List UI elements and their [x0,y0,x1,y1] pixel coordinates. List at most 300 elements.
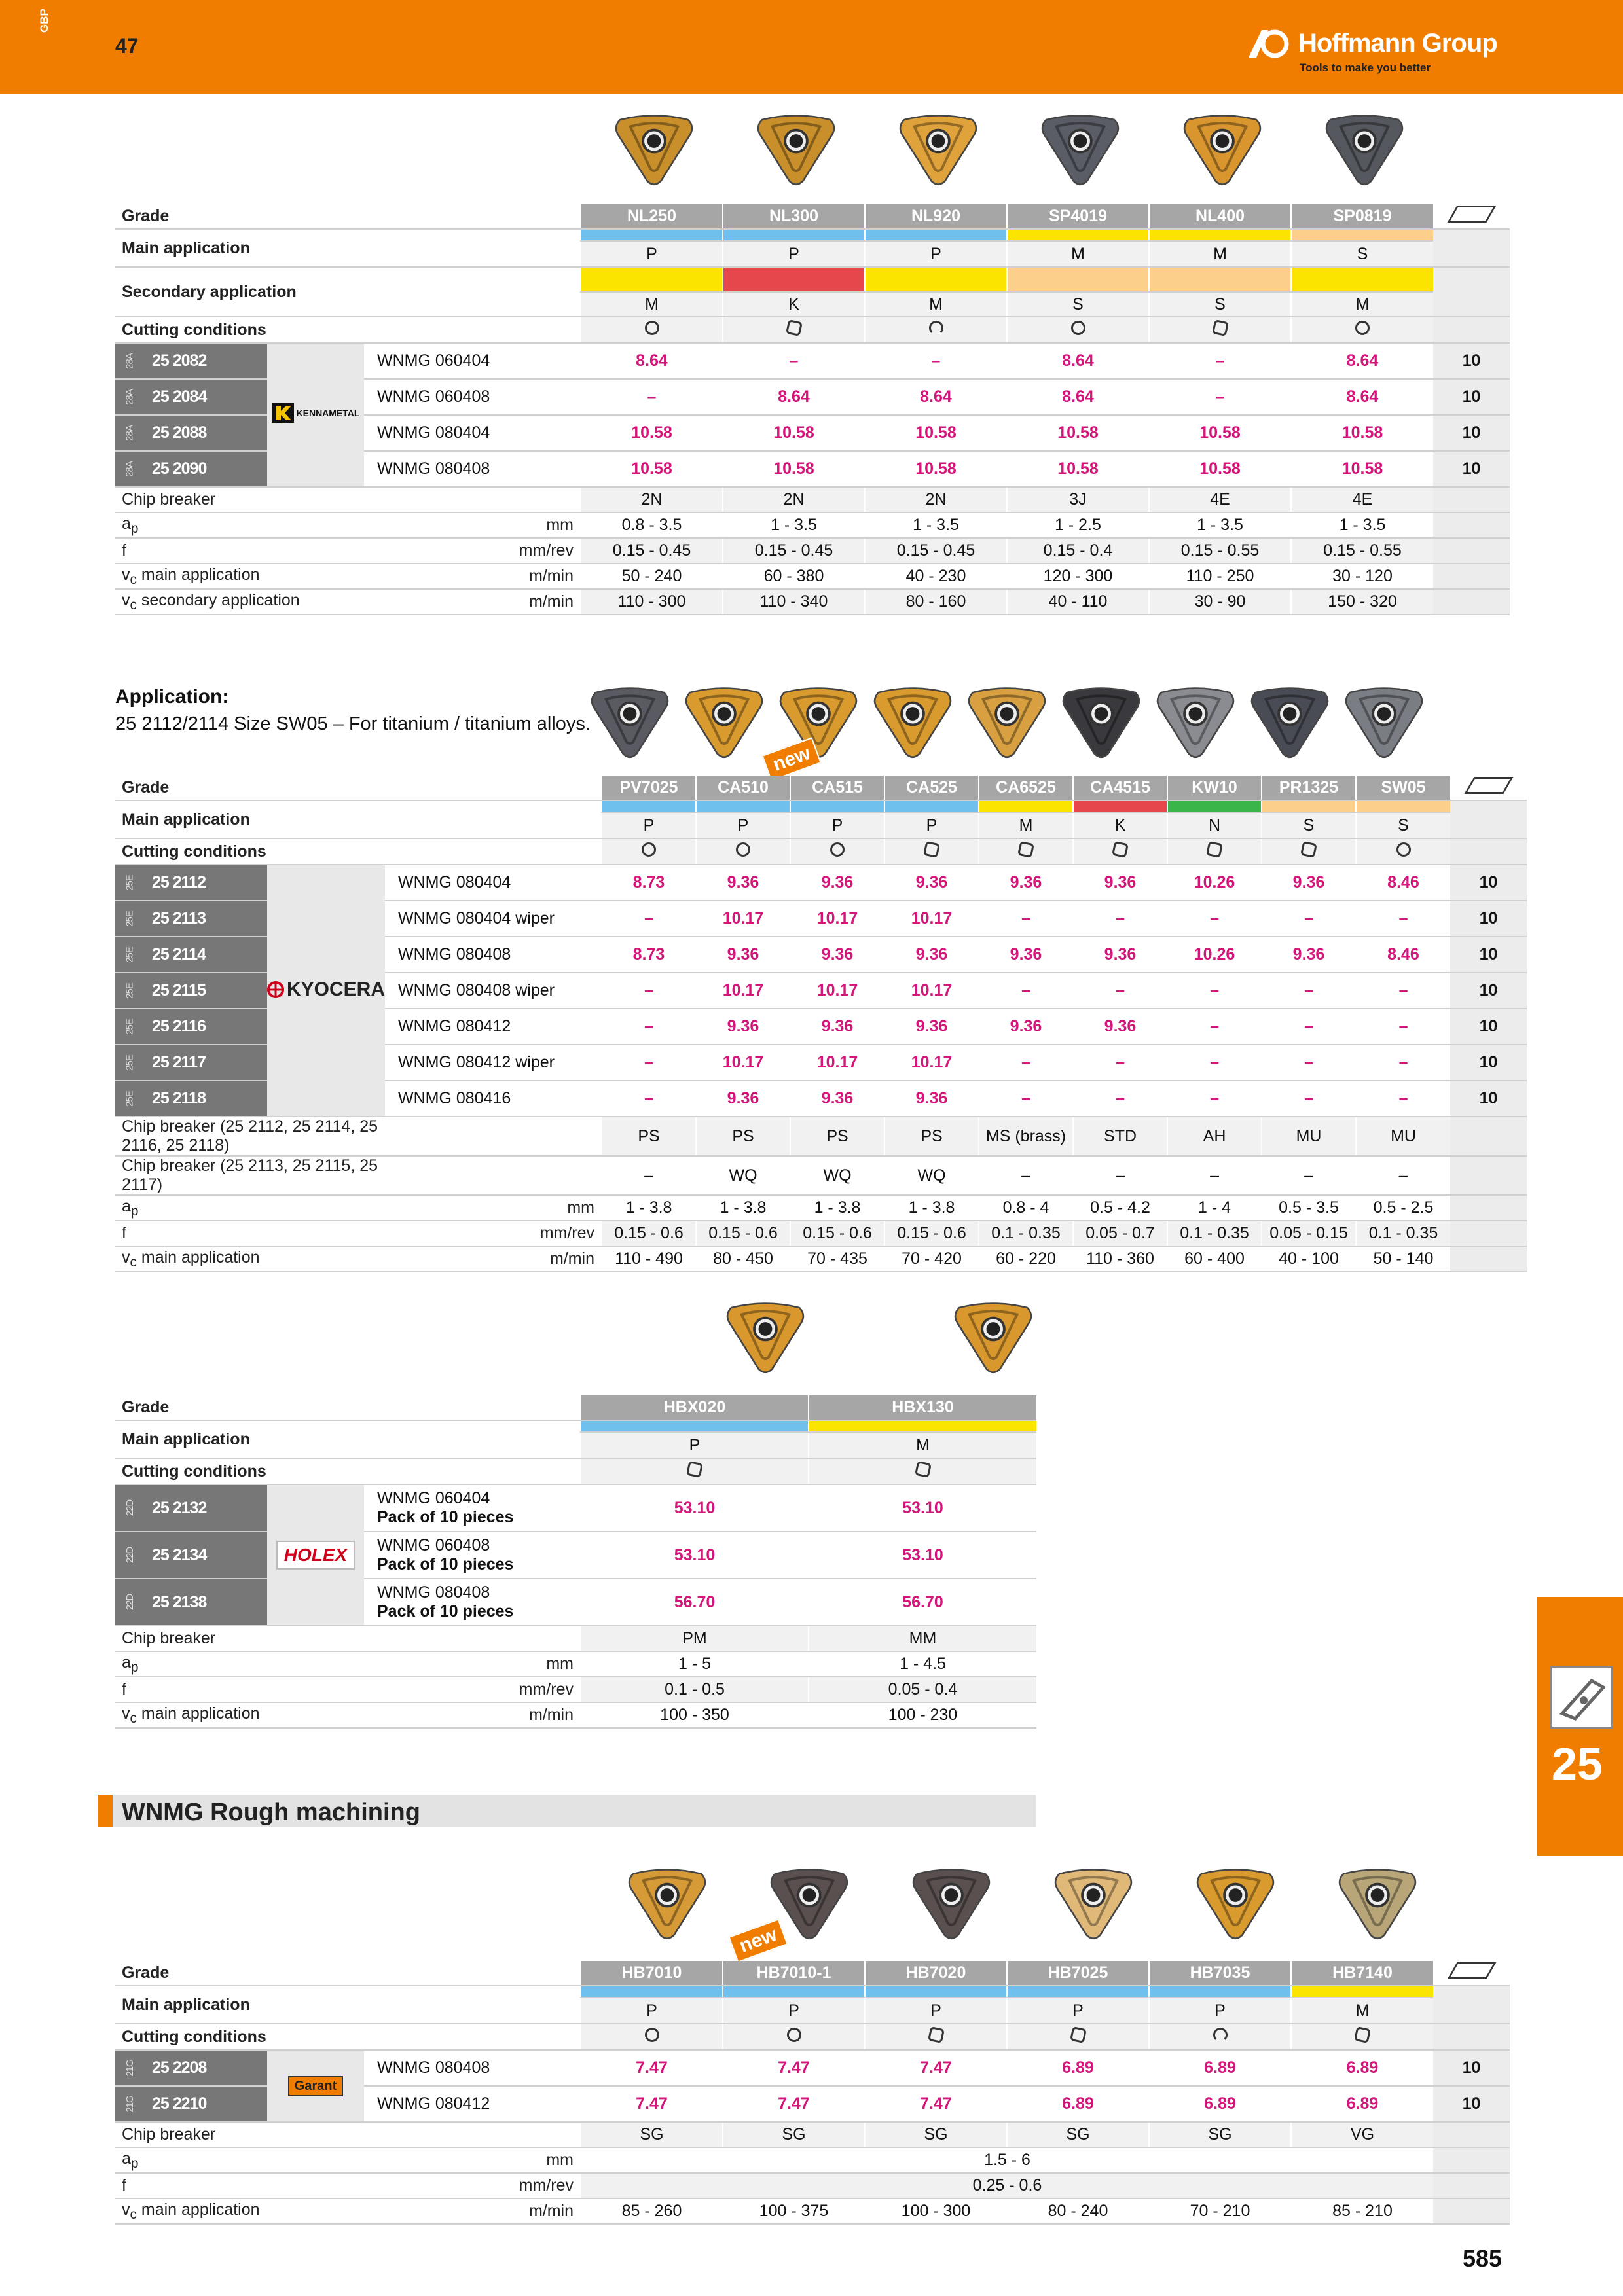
spec-label: f [115,1677,364,1702]
cutting-cell [809,1458,1036,1484]
spec-value: 150 - 320 [1291,589,1433,615]
price-cell: 8.64 [581,343,723,379]
cutting-condition-square-icon [1206,840,1223,857]
spec-value: 0.1 - 0.35 [979,1221,1073,1246]
cutting-cell [1167,838,1262,865]
cutting-condition-square-icon [1017,840,1034,857]
price-cell: – [1149,343,1291,379]
f-row [115,2173,1510,2198]
app-color-M [979,800,1073,812]
pack-blank [1450,1117,1527,1156]
grade-label: Grade [115,776,602,800]
table-row[interactable] [115,865,1527,901]
article-number[interactable]: 28A 25 2084 [115,379,267,415]
price-cell: 6.89 [1149,2086,1291,2122]
price-cell: – [1167,1045,1262,1081]
kyocera-logo: KYOCERA [267,978,385,1001]
f-row [115,538,1510,564]
pack-icon [1447,1962,1496,1979]
pack-blank [1433,538,1510,564]
price-cell: 10.58 [1007,415,1149,451]
price-cell: 10.17 [696,1045,790,1081]
insert-images-3 [651,1299,1107,1376]
designation: WNMG 060408 Pack of 10 pieces [364,1532,581,1579]
brand-logo [267,865,385,1117]
kennametal-logo: KENNAMETAL [272,403,360,423]
price-cell: 7.47 [723,2086,865,2122]
grade-header: HB7020 [865,1961,1007,1986]
spec-value: AH [1167,1117,1262,1156]
insert-image [1337,684,1431,761]
spec-value: 1 - 4.5 [809,1651,1036,1677]
price-cell: 8.64 [1007,379,1149,415]
insert-image [1151,111,1293,188]
spec-value: 0.15 - 0.55 [1291,538,1433,564]
spec-unit: m/min [364,2198,581,2224]
cutting-cell [884,838,979,865]
price-cell: – [723,343,865,379]
cutting-condition-square-icon [914,1460,931,1477]
insert-image-icon [1335,1865,1420,1942]
grade-label: Grade [115,1961,581,1986]
cutting-row [115,838,1527,865]
cutting-condition-circle-icon [787,2028,801,2042]
price-cell: 9.36 [884,1009,979,1045]
cutting-cell [1291,2024,1433,2050]
spec-unit: m/min [385,1246,602,1272]
spec-value: 1 - 3.5 [865,512,1007,538]
spec-value: 0.5 - 3.5 [1262,1195,1356,1221]
spec-unit: mm/rev [364,2173,581,2198]
grade-header: KW10 [1167,776,1262,800]
price-cell: 10.58 [1291,415,1433,451]
price-cell: – [602,901,696,937]
insert-image [1022,1865,1164,1942]
main-app-value: N [1167,812,1262,838]
spec-value: 85 - 260 [581,2198,723,2224]
app-color-P [790,800,884,812]
price-cell: 9.36 [979,865,1073,901]
spec-value: 2N [865,487,1007,512]
spec-value: 0.05 - 0.7 [1073,1221,1167,1246]
grade-header: NL300 [723,204,865,229]
price-cell: – [1356,1009,1450,1045]
spec-unit [385,1156,602,1195]
spec-value: 30 - 90 [1149,589,1291,615]
spec-value: 80 - 450 [696,1246,790,1272]
grade-header: HBX020 [581,1395,809,1420]
sec-app-value: S [1149,292,1291,317]
price-cell: 7.47 [865,2050,1007,2086]
new-badge: new [761,737,822,781]
price-cell: – [1167,901,1262,937]
pack-quantity: 10 [1450,865,1527,901]
spec-label: Chip breaker (25 2113, 25 2115, 25 2117) [115,1156,385,1195]
price-cell: 9.36 [696,937,790,973]
article-number[interactable]: 22D 25 2138 [115,1579,267,1626]
catalog-number: 47 [115,34,139,58]
designation: WNMG 080408 [364,2050,581,2086]
spec-label: $v_c$ main application [115,1246,385,1272]
spec-value: 1 - 5 [581,1651,809,1677]
article-number[interactable]: 28A 25 2082 [115,343,267,379]
price-cell: 9.36 [790,1009,884,1045]
insert-image-icon [611,111,697,188]
insert-image-icon [723,1299,808,1376]
article-number[interactable]: 25E 25 2118 [115,1081,267,1117]
price-cell: 8.64 [865,379,1007,415]
price-cell: – [1262,1009,1356,1045]
insert-image [960,684,1054,761]
insert-image [1293,111,1435,188]
ap-row [115,2147,1510,2173]
spec-label: Chip breaker [115,1626,364,1651]
price-cell: – [979,1045,1073,1081]
insert-image-icon [1193,1865,1278,1942]
vc-main-row [115,1702,1036,1728]
main-app-color-row [115,1986,1510,1998]
app-color-M [1007,229,1149,241]
price-cell: 10.58 [581,415,723,451]
price-cell: – [1356,973,1450,1009]
cutting-cell [1007,317,1149,343]
insert-images-1 [583,111,1435,188]
grade-header: HB7140 [1291,1961,1433,1986]
designation: WNMG 080408 [364,451,581,487]
insert-image-icon [1180,111,1265,188]
spec-value: 80 - 240 [1007,2198,1149,2224]
grade-header: HBX130 [809,1395,1036,1420]
pack-blank [1450,800,1527,838]
pack-quantity: 10 [1450,1081,1527,1117]
insert-image [879,1299,1107,1376]
spec-value: 0.15 - 0.6 [696,1221,790,1246]
spec-value: SG [1007,2122,1149,2147]
pack-blank [1450,1156,1527,1195]
spec-value: 1 - 4 [1167,1195,1262,1221]
price-cell: 10.58 [1291,451,1433,487]
main-app-value: P [884,812,979,838]
main-app-value: P [790,812,884,838]
price-cell: 6.89 [1007,2086,1149,2122]
pack-quantity: 10 [1433,2086,1510,2122]
catalog-code: GBP [38,9,50,33]
spec-unit [364,2122,581,2147]
price-cell: 56.70 [809,1579,1036,1626]
app-color-P [723,229,865,241]
pack-quantity: 10 [1433,343,1510,379]
article-number[interactable]: 25E 25 2114 [115,937,267,973]
spec-value: 60 - 220 [979,1246,1073,1272]
insert-image [1148,684,1243,761]
sec-app-color-row [115,267,1510,292]
app-color-S [1149,267,1291,292]
spec-value: 4E [1149,487,1291,512]
spec-value: – [1167,1156,1262,1195]
price-cell: 9.36 [979,937,1073,973]
cutting-cell [581,317,723,343]
app-color-P [581,1420,809,1432]
app-color-M [581,267,723,292]
insert-image [583,111,725,188]
spec-value: 0.8 - 3.5 [581,512,723,538]
insert-image-icon [1322,111,1407,188]
spec-value: SG [1149,2122,1291,2147]
cutting-condition-square-icon [686,1460,703,1477]
spec-unit: mm [364,2147,581,2173]
cutting-cell [1356,838,1450,865]
price-cell: 10.58 [1149,415,1291,451]
grade-header: SP0819 [1291,204,1433,229]
table-row[interactable] [115,1579,1036,1626]
sec-app-label: Secondary application [115,267,581,317]
spec-value: 110 - 490 [602,1246,696,1272]
spec-unit: mm/rev [385,1221,602,1246]
spec-value: PS [602,1117,696,1156]
pack-quantity: 10 [1450,1009,1527,1045]
pack-blank [1433,229,1510,267]
brand-logo [267,343,364,487]
article-number[interactable]: 25E 25 2116 [115,1009,267,1045]
article-number[interactable]: 22D 25 2134 [115,1532,267,1579]
spec-value: VG [1291,2122,1433,2147]
insert-image-icon [625,1865,710,1942]
grade-header: CA4515 [1073,776,1167,800]
hoffmann-logo [1247,22,1509,81]
grade-header: CA6525 [979,776,1073,800]
grade-row [115,1961,1510,1986]
main-app-value: P [581,1998,723,2024]
spec-value: 1 - 3.8 [602,1195,696,1221]
designation: WNMG 060404 Pack of 10 pieces [364,1484,581,1532]
price-cell: 8.64 [1291,379,1433,415]
price-cell: 10.17 [790,901,884,937]
main-app-value: S [1262,812,1356,838]
app-color-M [1149,229,1291,241]
spec-value: – [979,1156,1073,1195]
spec-value: 85 - 210 [1291,2198,1433,2224]
spec-value: 60 - 380 [723,564,865,589]
price-cell: – [865,343,1007,379]
spec-value: 100 - 230 [809,1702,1036,1728]
main-app-value: P [1149,1998,1291,2024]
article-number[interactable]: 25E 25 2112 [115,865,267,901]
spec-value: WQ [696,1156,790,1195]
price-cell: 8.64 [1007,343,1149,379]
app-color-S [1262,800,1356,812]
price-cell: – [1073,901,1167,937]
insert-image [596,1865,738,1942]
pack-quantity: 10 [1450,1045,1527,1081]
article-number[interactable]: 22D 25 2132 [115,1484,267,1532]
price-cell: – [979,973,1073,1009]
insert-image-icon [1247,684,1332,761]
cutting-cell [581,2024,723,2050]
cutting-condition-square-icon [1300,840,1317,857]
main-app-value: S [1291,241,1433,267]
spec-value: 100 - 350 [581,1702,809,1728]
designation: WNMG 080404 wiper [385,901,602,937]
article-number[interactable]: 21G 25 2210 [115,2086,267,2122]
ap-row [115,1651,1036,1677]
app-color-P [696,800,790,812]
price-cell: – [602,1081,696,1117]
insert-image [1009,111,1151,188]
spec-value: 80 - 160 [865,589,1007,615]
insert-images-2 [583,684,1431,776]
main-app-value: S [1356,812,1450,838]
cutting-row [115,1458,1036,1484]
article-number[interactable]: 21G 25 2208 [115,2050,267,2086]
insert-image [1164,1865,1306,1942]
price-cell: – [1356,901,1450,937]
grade-header: PR1325 [1262,776,1356,800]
spec-value: 40 - 100 [1262,1246,1356,1272]
table-row[interactable] [115,343,1510,379]
spec-value: MM [809,1626,1036,1651]
article-number[interactable]: 25E 25 2115 [115,973,267,1009]
cutting-condition-circle-icon [736,842,750,857]
spec-value: MU [1262,1117,1356,1156]
vc-main-row [115,564,1510,589]
cutting-condition-square-icon [1112,840,1129,857]
price-cell: 56.70 [581,1579,809,1626]
spec-value: 0.5 - 2.5 [1356,1195,1450,1221]
price-cell: – [1262,1045,1356,1081]
price-cell: 10.58 [865,415,1007,451]
page-header [0,0,1623,94]
ap-row [115,512,1510,538]
cutting-condition-circle-icon [645,321,659,335]
chip-row [115,2122,1510,2147]
cutting-cell [1073,838,1167,865]
pack-blank [1450,838,1527,865]
chapter-tab[interactable] [1537,1597,1623,1856]
price-cell: – [1262,901,1356,937]
grade-header: CA525 [884,776,979,800]
price-cell: 10.17 [884,973,979,1009]
spec-value: 1 - 3.8 [790,1195,884,1221]
pack-header [1450,776,1527,800]
cutting-label: Cutting conditions [115,2024,581,2050]
grade-label: Grade [115,204,581,229]
f-row [115,1677,1036,1702]
app-color-S [1007,267,1149,292]
insert-image-icon [951,1299,1036,1376]
article-number[interactable]: 25E 25 2113 [115,901,267,937]
table-row[interactable] [115,1532,1036,1579]
spec-value: SG [865,2122,1007,2147]
app-color-P [602,800,696,812]
grade-header: NL920 [865,204,1007,229]
price-cell: 9.36 [1073,937,1167,973]
cutting-condition-circle-icon [1071,321,1085,335]
main-app-value: M [809,1432,1036,1458]
cutting-condition-circle-icon [645,2028,659,2042]
table-row[interactable] [115,2050,1510,2086]
spec-value: 4E [1291,487,1433,512]
spec-value: 1 - 3.5 [723,512,865,538]
cutting-cell [979,838,1073,865]
insert-image-icon [1051,1865,1136,1942]
cutting-cell [1149,2024,1291,2050]
insert-image [1054,684,1148,761]
price-cell: 6.89 [1007,2050,1149,2086]
spec-value: 100 - 375 [723,2198,865,2224]
price-cell: 53.10 [809,1484,1036,1532]
spec-unit: m/min [364,589,581,615]
price-cell: 8.64 [1291,343,1433,379]
app-color-P [581,1986,723,1998]
grade-row [115,776,1527,800]
insert-image-icon [870,684,955,761]
price-cell: – [602,1009,696,1045]
main-app-label: Main application [115,1986,581,2024]
spec-label: $a_p$ [115,2147,364,2173]
insert-image [725,111,867,188]
spec-value: 0.15 - 0.4 [1007,538,1149,564]
designation: WNMG 080408 wiper [385,973,602,1009]
price-cell: 7.47 [723,2050,865,2086]
article-number[interactable]: 28A 25 2090 [115,451,267,487]
spec-unit: mm [364,512,581,538]
cutting-label: Cutting conditions [115,317,581,343]
cutting-condition-circle-icon [830,842,845,857]
spec-label: Chip breaker [115,487,364,512]
price-cell: 9.36 [790,937,884,973]
pack-blank [1433,317,1510,343]
cutting-label: Cutting conditions [115,838,602,865]
cutting-condition-square-icon [923,840,940,857]
spec-value: 70 - 420 [884,1246,979,1272]
main-app-label: Main application [115,800,602,838]
app-color-P [1007,1986,1149,1998]
price-cell: – [979,901,1073,937]
price-cell: 9.36 [1262,865,1356,901]
grade-header: SW05 [1356,776,1450,800]
price-cell: 10.58 [1149,451,1291,487]
cutting-cell [790,838,884,865]
spec-unit [385,1117,602,1156]
spec-label: $v_c$ main application [115,1702,364,1728]
cutting-condition-half-icon [929,321,943,335]
table-row[interactable] [115,1484,1036,1532]
insert-image-icon [1059,684,1144,761]
article-number[interactable]: 28A 25 2088 [115,415,267,451]
grade-header: SP4019 [1007,204,1149,229]
product-table [115,204,1510,615]
price-cell: 9.36 [979,1009,1073,1045]
pack-blank [1433,589,1510,615]
grade-header: NL400 [1149,204,1291,229]
pack-blank [1450,1221,1527,1246]
article-number[interactable]: 25E 25 2117 [115,1045,267,1081]
sec-app-value: K [723,292,865,317]
pack-blank [1433,2147,1510,2173]
main-app-value: P [696,812,790,838]
cutting-condition-square-icon [785,319,802,336]
spec-unit: mm [364,1651,581,1677]
spec-value: – [602,1156,696,1195]
app-color-P [884,800,979,812]
spec-value: 110 - 300 [581,589,723,615]
spec-value: MU [1356,1117,1450,1156]
spec-unit [364,487,581,512]
insert-image-icon [754,111,839,188]
spec-label: f [115,1221,385,1246]
app-color-K [1073,800,1167,812]
spec-unit: m/min [364,1702,581,1728]
